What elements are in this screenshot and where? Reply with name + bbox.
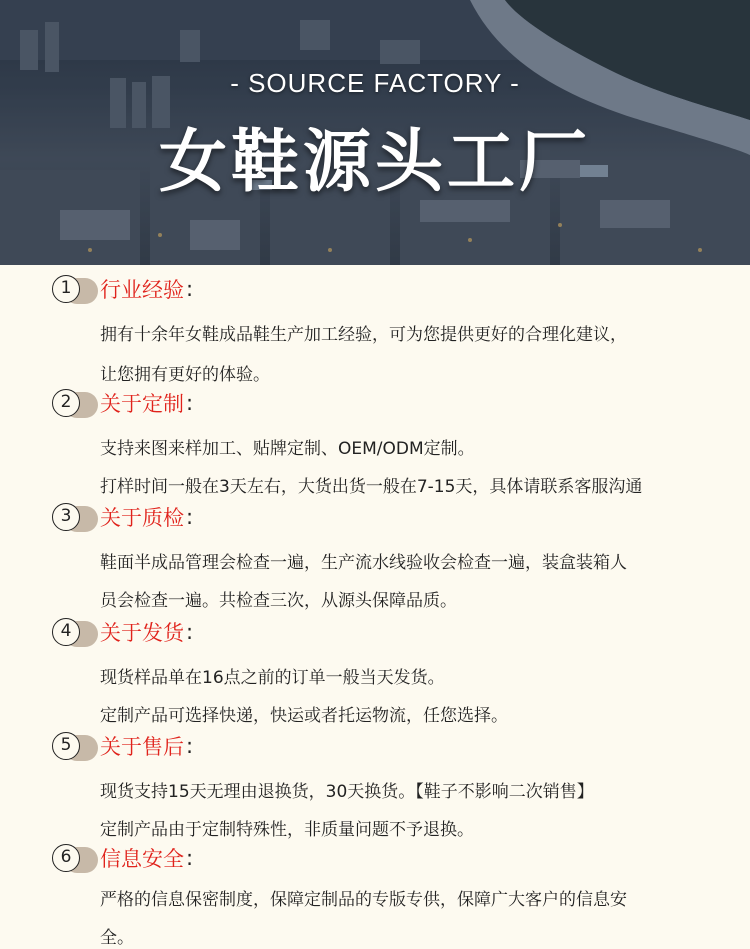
section-title: 关于发货 — [100, 621, 184, 645]
section-line: 全。 — [100, 928, 134, 948]
section-line: 鞋面半成品管理会检查一遍，生产流水线验收会检查一遍，装盒装箱人 — [100, 553, 627, 573]
section-header: 1 行业经验 : — [52, 272, 193, 306]
section-header: 3 关于质检 : — [52, 500, 193, 534]
number-badge: 4 — [52, 617, 98, 647]
number-badge: 5 — [52, 731, 98, 761]
section-header: 2 关于定制 : — [52, 386, 193, 420]
section-line: 定制产品可选择快递，快运或者托运物流，任您选择。 — [100, 706, 508, 726]
hero-subtitle: - SOURCE FACTORY - — [230, 68, 520, 98]
number-badge: 1 — [52, 274, 98, 304]
section-title: 关于质检 — [100, 506, 184, 530]
section-line: 现货支持15天无理由退换货，30天换货。【鞋子不影响二次销售】 — [100, 782, 594, 802]
section-title: 信息安全 — [100, 847, 184, 871]
number-badge: 2 — [52, 388, 98, 418]
section-line: 严格的信息保密制度，保障定制品的专版专供，保障广大客户的信息安 — [100, 890, 627, 910]
section-header: 5 关于售后 : — [52, 729, 193, 763]
section-line: 拥有十余年女鞋成品鞋生产加工经验，可为您提供更好的合理化建议， — [100, 325, 627, 345]
section-line: 员会检查一遍。共检查三次，从源头保障品质。 — [100, 591, 457, 611]
section-line: 支持来图来样加工、贴牌定制、OEM/ODM定制。 — [100, 439, 475, 459]
section-header: 6 信息安全 : — [52, 841, 193, 875]
section-line: 定制产品由于定制特殊性，非质量问题不予退换。 — [100, 820, 474, 840]
section-line: 现货样品单在16点之前的订单一般当天发货。 — [100, 668, 445, 688]
hero-title: 女鞋源头工厂 — [158, 123, 591, 202]
number-badge: 3 — [52, 502, 98, 532]
section-header: 4 关于发货 : — [52, 615, 193, 649]
section-line: 让您拥有更好的体验。 — [100, 365, 270, 385]
section-line: 打样时间一般在3天左右，大货出货一般在7-15天，具体请联系客服沟通 — [100, 477, 643, 497]
hero-banner — [0, 0, 750, 265]
number-badge: 6 — [52, 843, 98, 873]
section-title: 关于售后 — [100, 735, 184, 759]
section-title: 行业经验 — [100, 278, 184, 302]
section-title: 关于定制 — [100, 392, 184, 416]
